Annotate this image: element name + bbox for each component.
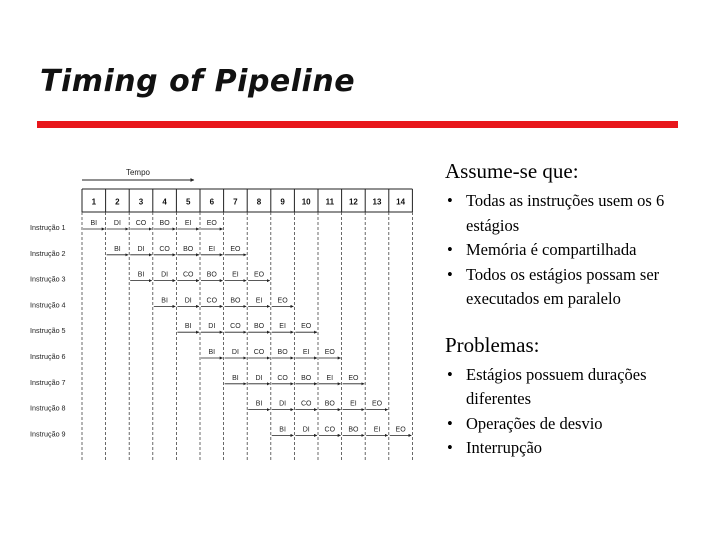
bullet-icon: •: [447, 240, 453, 259]
instruction-label: Instrução 5: [30, 326, 66, 336]
stage-label: CO: [135, 220, 147, 227]
problem-item-text: Estágios possuem durações diferentes: [466, 364, 647, 408]
stage-label: BI: [232, 374, 239, 382]
stage-label: EI: [350, 400, 357, 408]
stage-label: EI: [208, 245, 216, 253]
stage-label: DI: [113, 220, 121, 227]
column-number: 1: [91, 197, 97, 207]
stage-label: BI: [279, 426, 286, 434]
assume-item-text: Todas as instruções usem os 6 estágios: [466, 191, 665, 235]
stage-label: EO: [371, 400, 383, 408]
instruction-label: Instrução 8: [30, 403, 66, 413]
stage-label: BI: [184, 323, 192, 331]
bullet-icon: •: [447, 191, 453, 210]
column-number: 11: [325, 197, 335, 207]
instruction-label: Instrução 3: [30, 274, 66, 284]
pipeline-timing-diagram: [30, 160, 425, 460]
column-number: 8: [256, 197, 262, 207]
title-underline: [37, 121, 678, 128]
list-item: [445, 238, 715, 263]
stage-label: BO: [230, 297, 241, 305]
stage-label: EI: [326, 374, 334, 382]
stage-label: BI: [208, 349, 216, 356]
problems-list: [445, 363, 715, 461]
problem-item-text: Operações de desvio: [466, 413, 603, 433]
stage-label: CO: [206, 297, 218, 305]
stage-label: EO: [277, 297, 288, 305]
notes-panel: [445, 158, 715, 461]
stage-label: EI: [184, 220, 192, 227]
stage-label: CO: [253, 349, 265, 356]
column-number: 10: [301, 197, 311, 207]
bullet-icon: •: [447, 413, 453, 433]
stage-label: EI: [373, 426, 381, 434]
stage-label: BO: [348, 426, 359, 434]
stage-label: DI: [255, 374, 263, 382]
stage-label: BI: [90, 220, 98, 227]
list-item: [445, 436, 715, 461]
stage-label: BO: [206, 271, 217, 279]
stage-label: EO: [253, 271, 265, 279]
column-number: 2: [115, 197, 120, 207]
stage-label: EO: [206, 220, 217, 227]
bullet-icon: •: [447, 264, 453, 284]
stage-label: EO: [324, 349, 335, 356]
column-number: 12: [348, 197, 358, 207]
stage-label: BI: [114, 245, 121, 253]
stage-label: BO: [159, 220, 170, 227]
stage-label: BI: [255, 400, 263, 408]
assume-item-text: Memória é compartilhada: [466, 240, 637, 259]
stage-label: BO: [301, 374, 312, 382]
stage-label: DI: [137, 245, 145, 253]
column-number: 3: [138, 197, 144, 207]
stage-label: CO: [159, 245, 170, 253]
column-number: 5: [185, 197, 191, 207]
instruction-label: Instrução 9: [30, 429, 66, 439]
column-number: 4: [162, 197, 167, 207]
stage-label: EI: [255, 297, 263, 305]
stage-label: CO: [277, 374, 288, 382]
stage-label: BI: [137, 271, 145, 279]
stage-label: DI: [184, 297, 192, 305]
slide-title: Timing of Pipeline: [40, 64, 356, 99]
stage-label: BO: [253, 323, 265, 331]
problem-item-text: Interrupção: [466, 438, 543, 457]
column-number: 7: [233, 197, 238, 207]
list-item: [445, 189, 715, 238]
stage-label: BI: [161, 297, 168, 305]
stage-label: DI: [302, 426, 310, 434]
stage-label: DI: [208, 323, 216, 331]
stage-label: BO: [324, 400, 335, 408]
stage-label: EI: [302, 349, 310, 356]
stage-label: DI: [161, 271, 169, 279]
time-label: Tempo: [125, 168, 151, 177]
instruction-label: Instrução 4: [30, 300, 66, 310]
list-item: [445, 412, 715, 437]
assume-list: [445, 189, 715, 312]
list-item: [445, 363, 715, 412]
list-item: [445, 263, 715, 312]
assume-item-text: Todos os estágios possam ser executados em paralelo: [466, 264, 660, 308]
stage-label: DI: [231, 349, 239, 356]
column-number: 13: [372, 197, 382, 207]
column-number: 14: [396, 197, 406, 207]
instruction-label: Instrução 6: [30, 352, 66, 361]
stage-label: CO: [230, 323, 241, 331]
bullet-icon: •: [447, 364, 453, 384]
stage-label: DI: [279, 400, 287, 408]
stage-label: EO: [348, 374, 359, 382]
instruction-label: Instrução 1: [30, 223, 66, 232]
column-number: 6: [209, 197, 215, 207]
stage-label: BO: [277, 349, 288, 356]
stage-label: EO: [230, 245, 241, 253]
instruction-label: Instrução 7: [30, 377, 66, 387]
stage-label: EO: [301, 323, 312, 331]
stage-label: CO: [324, 426, 336, 434]
stage-label: EI: [279, 323, 286, 331]
stage-label: EO: [395, 426, 406, 434]
stage-label: CO: [182, 271, 194, 279]
column-number: 9: [280, 197, 285, 207]
instruction-label: Instrução 2: [30, 248, 66, 258]
stage-label: CO: [300, 400, 312, 408]
stage-label: EI: [232, 271, 239, 279]
assume-heading: Assume-se que:: [445, 159, 579, 183]
stage-label: BO: [183, 245, 194, 253]
bullet-icon: •: [447, 438, 453, 457]
problems-heading: Problemas:: [445, 332, 540, 357]
